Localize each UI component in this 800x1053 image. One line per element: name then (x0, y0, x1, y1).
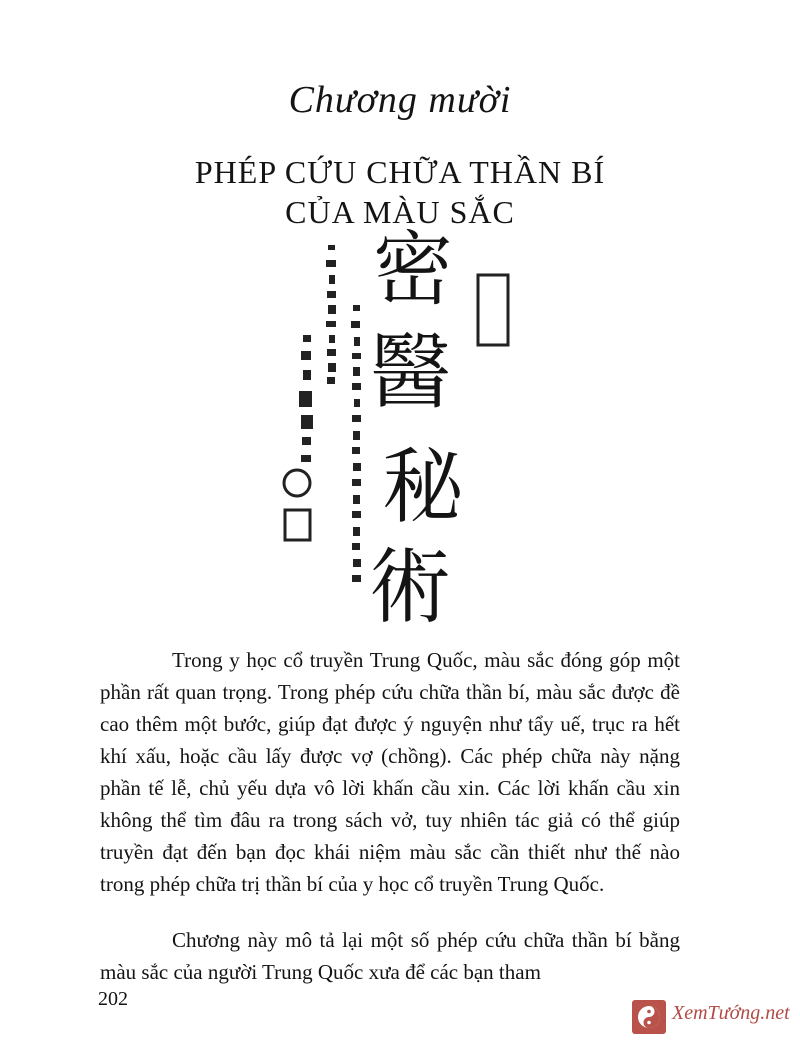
body-paragraph-1: Trong y học cổ truyền Trung Quốc, màu sắc đóng góp một phần rất quan trọng. Trong phép cứu chữa thần bí, màu sắc được đề cao thêm một bước, giúp đạt được ý nguyện như tẩy uế, trục ra hết khí xấu, hoặc cầu lấy được vợ (chồng). Các phép chữa này nặng phần tế lễ, chủ yếu dựa vô lời khấn cầu xin. Các lời khấn cầu xin không thể tìm đâu ra trong sách vở, tuy nhiên tác giả có thể giúp truyền đạt đến bạn đọc khái niệm màu sắc cần thiết như thế nào trong phép chữa trị thần bí của y học cổ truyền Trung Quốc. (100, 648, 680, 896)
watermark (632, 1000, 792, 1038)
calligraphy-inscription-column-1 (326, 245, 336, 384)
chapter-title-line-2: CỦA MÀU SẮC (285, 194, 515, 230)
calligraphy-char-4: 術 (368, 540, 452, 630)
body-paragraph-2: Chương này mô tả lại một số phép cứu chữa thần bí bằng màu sắc của người Trung Quốc xưa để các bạn tham (100, 928, 680, 984)
calligraphy-seal-top (478, 275, 508, 345)
calligraphy-seal-bottom (285, 510, 310, 540)
calligraphy-char-1: 密 (373, 225, 453, 316)
calligraphy-inscription-column-3 (299, 335, 313, 462)
calligraphy-seal-middle (284, 470, 310, 496)
chapter-label: Chương mười (288, 79, 512, 121)
calligraphy-inscription-column-2 (351, 305, 361, 582)
chapter-title (0, 152, 800, 232)
watermark-text: XemTướng.net (672, 1002, 790, 1024)
page-number: 202 (98, 988, 128, 1010)
calligraphy-char-3: 秘 (381, 440, 465, 535)
yin-yang-logo-icon (632, 1000, 666, 1034)
calligraphy-illustration (268, 225, 530, 630)
calligraphy-char-2: 醫 (368, 325, 452, 420)
chapter-title-line-1: PHÉP CỨU CHỮA THẦN BÍ (194, 154, 606, 190)
